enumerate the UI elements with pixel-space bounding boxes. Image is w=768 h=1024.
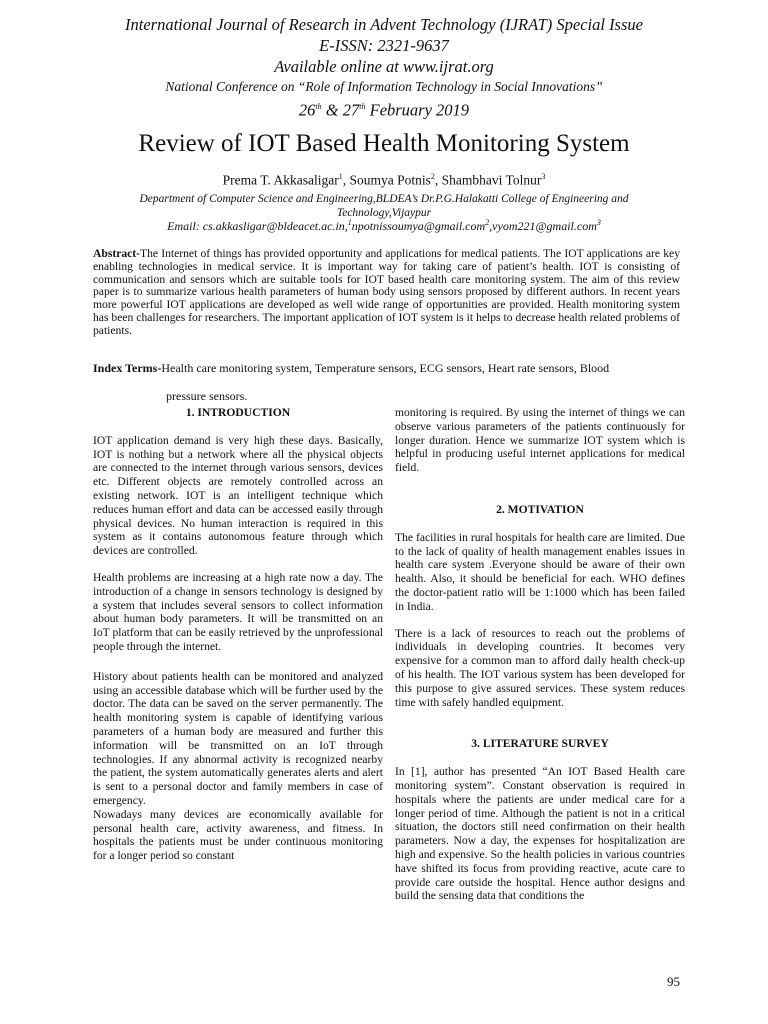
section-heading-motivation: 2. MOTIVATION	[496, 502, 584, 516]
conference-name: National Conference on “Role of Information Technology in Social Innovations”	[165, 79, 603, 94]
issn: E-ISSN: 2321-9637	[319, 36, 449, 55]
left-column	[93, 406, 383, 876]
paragraph: The facilities in rural hospitals for health care are limited. Due to the lack of quality of health management enables issues in health care system .Everyone should be aware of their own health. Also, it should be beneficial for each. WHO defines the doctor-patient ratio will be 1:1000 which has been failed in India.	[395, 530, 685, 613]
paragraph: Nowadays many devices are economically available for personal health care, activity awareness, and fitness. In hospitals the patients must be under continuous monitoring for a longer period so constant	[93, 807, 383, 863]
index-terms-label: Index Terms-	[93, 361, 162, 375]
paragraph: Health problems are increasing at a high rate now a day. The introduction of a change in sensors technology is designed by a system that includes several sensors to collect information about human body parameters. It will be transmitted on an IoT platform that can be easily retrieved by the unprofessional people through the internet.	[93, 570, 383, 653]
right-column	[395, 406, 685, 916]
abstract	[93, 248, 680, 338]
paragraph: monitoring is required. By using the internet of things we can observe various parameters of the patients continuously for longer duration. Hence we summarize IOT system which is helpful in producing useful internet applications for medical field.	[395, 406, 685, 475]
paragraph: IOT application demand is very high these days. Basically, IOT is nothing but a network where all the physical objects are connected to the internet through various sensors, devices etc. Different objects are remotely controlled across an existing network. IOT is an intelligent technique which reduces human effort and data can be accessed easily through physical devices. No human interaction is required in this system as it contains autonomous feature through which devices are controlled.	[93, 433, 383, 558]
authors: Prema T. Akkasaligar$^1$, Soumya Potnis$^2$, Shambhavi Tolnur$^3$	[222, 172, 546, 188]
paragraph: There is a lack of resources to reach out the problems of individuals in developing countries. It becomes very expensive for a common man to afford daily health check-up of his health. The IOT various system has been developed for this purpose to give assured services. These system reduces time with safely handled equipment.	[395, 626, 685, 709]
paragraph: In [1], author has presented “An IOT Based Health care monitoring system”. Constant observation is required in hospitals where the patients are under medical care for a longer period of time. Although the patient is not in a critical situation, the doctors still need confirmation on their health parameters. Now a day, the expenses for hospitalization are high and expensive. So the health policies in various countries have shifted its focus from providing reactive, acute care to provide care outside the hospital. Hence author designs and build the sensing data that conditions the	[395, 765, 685, 903]
journal-name: International Journal of Research in Advent Technology (IJRAT) Special Issue	[125, 15, 643, 34]
abstract-label: Abstract-	[93, 247, 141, 260]
affiliation: Department of Computer Science and Engineering,BLDEA’s Dr.P.G.Halakatti College of Engineering and Technology,Vijaypur	[139, 193, 629, 219]
abstract-text: The Internet of things has provided opportunity and applications for medical patients. The IOT applications are key enabling technologies in medical service. It is important way for taking care of patient’s health. IOT is consisting of communication and sensors which are suitable tools for IOT based health care monitoring system. The aim of this review paper is to summarize various health parameters of human body using sensors proposed by different authors. In recent years more powerful IOT applications are developed as well wide range of opportunities are provided. Health monitoring system has been challenges for researchers. The important application of IOT system is it helps to decrease health related problems of patients.	[93, 247, 680, 337]
index-terms-continuation: pressure sensors.	[166, 389, 248, 403]
author-emails: Email: cs.akkasligar@bldeacet.ac.in,$^1$npotnissoumya@gmail.com$^2$,vyom221@gmail.com$^3$	[167, 218, 601, 233]
availability: Available online at www.ijrat.org	[274, 57, 494, 76]
page-number: 95	[667, 974, 680, 989]
paper-title: Review of IOT Based Health Monitoring System	[138, 130, 630, 157]
index-terms-text: Health care monitoring system, Temperature sensors, ECG sensors, Heart rate sensors, Blood	[161, 361, 610, 375]
paragraph: History about patients health can be monitored and analyzed using an accessible database which will be further used by the doctor. The data can be saved on the server permanently. The health monitoring system is capable of identifying various parameters of a human body are measured and further this information will be transmitted on an IoT through technologies. If any abnormal activity is recognized nearby the patient, the system automatically generates alerts and alert is sent to a personal doctor and family members in case of emergency.	[93, 669, 383, 807]
section-heading-introduction: 1. INTRODUCTION	[185, 406, 291, 419]
conference-date: 26th & 27th February 2019	[298, 100, 470, 120]
index-terms	[93, 354, 680, 410]
journal-header	[0, 14, 768, 121]
section-heading-literature-survey: 3. LITERATURE SURVEY	[471, 737, 609, 751]
